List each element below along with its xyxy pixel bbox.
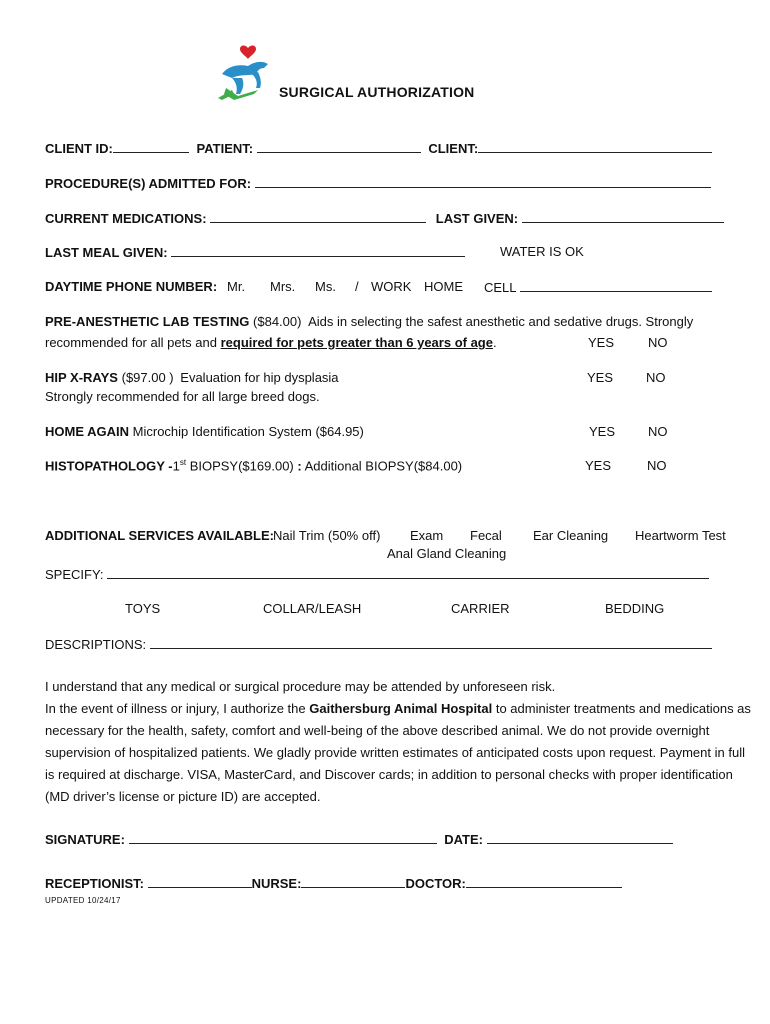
home-again-line: [45, 424, 364, 439]
water-ok-text[interactable]: WATER IS OK: [500, 244, 584, 259]
histo-first-num: 1: [172, 458, 180, 474]
home-again-no-option[interactable]: NO: [648, 424, 668, 439]
nurse-label: NURSE:: [251, 876, 302, 891]
procedure-row: PROCEDURE(S) ADMITTED FOR:: [45, 175, 711, 191]
service-exam[interactable]: Exam: [410, 528, 444, 543]
consent-paragraph: [45, 676, 751, 808]
cell-option[interactable]: CELL: [484, 280, 517, 295]
last-given-line[interactable]: [522, 210, 724, 223]
descriptions-label: DESCRIPTIONS:: [45, 637, 147, 652]
procedure-line[interactable]: [255, 175, 711, 188]
receptionist-line[interactable]: [148, 875, 252, 888]
belonging-collar-leash[interactable]: COLLAR/LEASH: [263, 601, 362, 616]
service-nail-trim[interactable]: Nail Trim (50% off): [273, 528, 381, 543]
doctor-line[interactable]: [466, 875, 622, 888]
hip-yes-option[interactable]: YES: [587, 370, 614, 385]
descriptions-line[interactable]: [150, 636, 712, 649]
histo-additional-biopsy: Additional BIOPSY($84.00): [301, 458, 463, 474]
hip-no-option[interactable]: NO: [646, 370, 666, 385]
lab-testing-line1: [45, 314, 693, 329]
consent-body-post: to administer treatments and medications as necessary for the health, safety, comfort and well-being of the above described animal. We do not provide overnight supervision of hospitalized patients. We gladly provide written estimates of anticipated costs upon request. Payment in full is required at discharge. VISA, MasterCard, and Discover cards; in addition to personal checks with proper identification (MD driver’s license or picture ID) are accepted.: [45, 701, 751, 804]
daytime-phone-label: DAYTIME PHONE NUMBER:: [45, 279, 218, 294]
descriptions-row: [45, 636, 712, 652]
belonging-toys[interactable]: TOYS: [125, 601, 161, 616]
date-line[interactable]: [487, 831, 673, 844]
histopathology-line: [45, 458, 462, 473]
nurse-line[interactable]: [301, 875, 405, 888]
consent-line1: I understand that any medical or surgical procedure may be attended by unforeseen risk.: [45, 679, 556, 694]
lab-testing-desc2: recommended for all pets and: [45, 335, 221, 350]
last-meal-row: [45, 244, 465, 260]
procedure-label: PROCEDURE(S) ADMITTED FOR: [45, 176, 247, 191]
lab-testing-desc: Aids in selecting the safest anesthetic and sedative drugs. Strongly: [308, 314, 694, 329]
specify-line[interactable]: [107, 566, 709, 579]
service-ear-cleaning[interactable]: Ear Cleaning: [533, 528, 609, 543]
lab-testing-period: .: [492, 335, 497, 350]
last-given-label: LAST GIVEN:: [435, 211, 519, 226]
staff-row: [45, 875, 622, 891]
last-meal-label: LAST MEAL GIVEN:: [45, 245, 168, 260]
lab-yes-option[interactable]: YES: [588, 335, 615, 350]
mrs-option[interactable]: Mrs.: [270, 279, 296, 294]
hip-xray-desc2: Strongly recommended for all large breed dogs.: [45, 389, 320, 404]
hip-xray-price: ($97.00 ): [121, 370, 174, 385]
patient-line[interactable]: [257, 140, 421, 153]
belonging-carrier[interactable]: CARRIER: [451, 601, 510, 616]
page-title: SURGICAL AUTHORIZATION: [279, 84, 475, 100]
hospital-name: Gaithersburg Animal Hospital: [309, 701, 493, 716]
hip-xray-line1: [45, 370, 339, 385]
client-line[interactable]: [478, 140, 712, 153]
service-anal-gland[interactable]: Anal Gland Cleaning: [387, 546, 507, 561]
work-option[interactable]: WORK: [371, 279, 412, 294]
patient-label: PATIENT:: [196, 141, 254, 156]
histo-yes-option[interactable]: YES: [585, 458, 612, 473]
mr-option[interactable]: Mr.: [227, 279, 246, 294]
client-id-label: CLIENT ID:: [45, 141, 113, 156]
receptionist-label: RECEPTIONIST:: [45, 876, 144, 891]
medications-label: CURRENT MEDICATIONS: [45, 211, 203, 226]
lab-testing-required: required for pets greater than 6 years of age: [220, 335, 493, 350]
hip-xray-desc: Evaluation for hip dysplasia: [180, 370, 339, 385]
histo-colon: :: [297, 458, 302, 474]
histo-first-biopsy: BIOPSY($169.00): [186, 458, 298, 474]
medications-line[interactable]: [210, 210, 426, 223]
lab-testing-title: PRE-ANESTHETIC LAB TESTING: [45, 314, 250, 329]
home-option[interactable]: HOME: [424, 279, 463, 294]
medications-row: CURRENT MEDICATIONS: LAST GIVEN:: [45, 210, 724, 226]
date-label: DATE:: [444, 832, 483, 847]
cell-row: [484, 279, 712, 295]
consent-body-pre: In the event of illness or injury, I authorize the: [45, 701, 310, 716]
ms-option[interactable]: Ms.: [315, 279, 336, 294]
additional-services-label: ADDITIONAL SERVICES AVAILABLE:: [45, 528, 274, 543]
client-label: CLIENT:: [428, 141, 479, 156]
last-meal-line[interactable]: [171, 244, 465, 257]
specify-row: [45, 566, 709, 582]
doctor-label: DOCTOR:: [405, 876, 466, 891]
signature-line[interactable]: [129, 831, 437, 844]
client-id-line[interactable]: [113, 140, 189, 153]
service-heartworm-test[interactable]: Heartworm Test: [635, 528, 726, 543]
updated-date: UPDATED 10/24/17: [45, 896, 121, 905]
specify-label: SPECIFY:: [45, 567, 104, 582]
home-again-desc: Microchip Identification System ($64.95): [132, 424, 364, 439]
slash-separator: /: [355, 279, 359, 294]
lab-testing-price: ($84.00): [253, 314, 302, 329]
lab-testing-line2: [45, 335, 497, 350]
belonging-bedding[interactable]: BEDDING: [605, 601, 665, 616]
cell-line[interactable]: [520, 279, 712, 292]
home-again-title: HOME AGAIN: [45, 424, 130, 439]
hospital-logo-icon: [218, 44, 276, 100]
signature-label: SIGNATURE:: [45, 832, 125, 847]
lab-no-option[interactable]: NO: [648, 335, 668, 350]
client-id-row: [45, 140, 712, 156]
service-fecal[interactable]: Fecal: [470, 528, 502, 543]
consent-body: [45, 698, 751, 808]
home-again-yes-option[interactable]: YES: [589, 424, 616, 439]
hip-xray-title: HIP X-RAYS: [45, 370, 118, 385]
histopathology-title: HISTOPATHOLOGY -: [45, 458, 173, 474]
histo-no-option[interactable]: NO: [647, 458, 667, 473]
histo-first-sup: st: [179, 458, 187, 467]
signature-row: [45, 831, 673, 847]
